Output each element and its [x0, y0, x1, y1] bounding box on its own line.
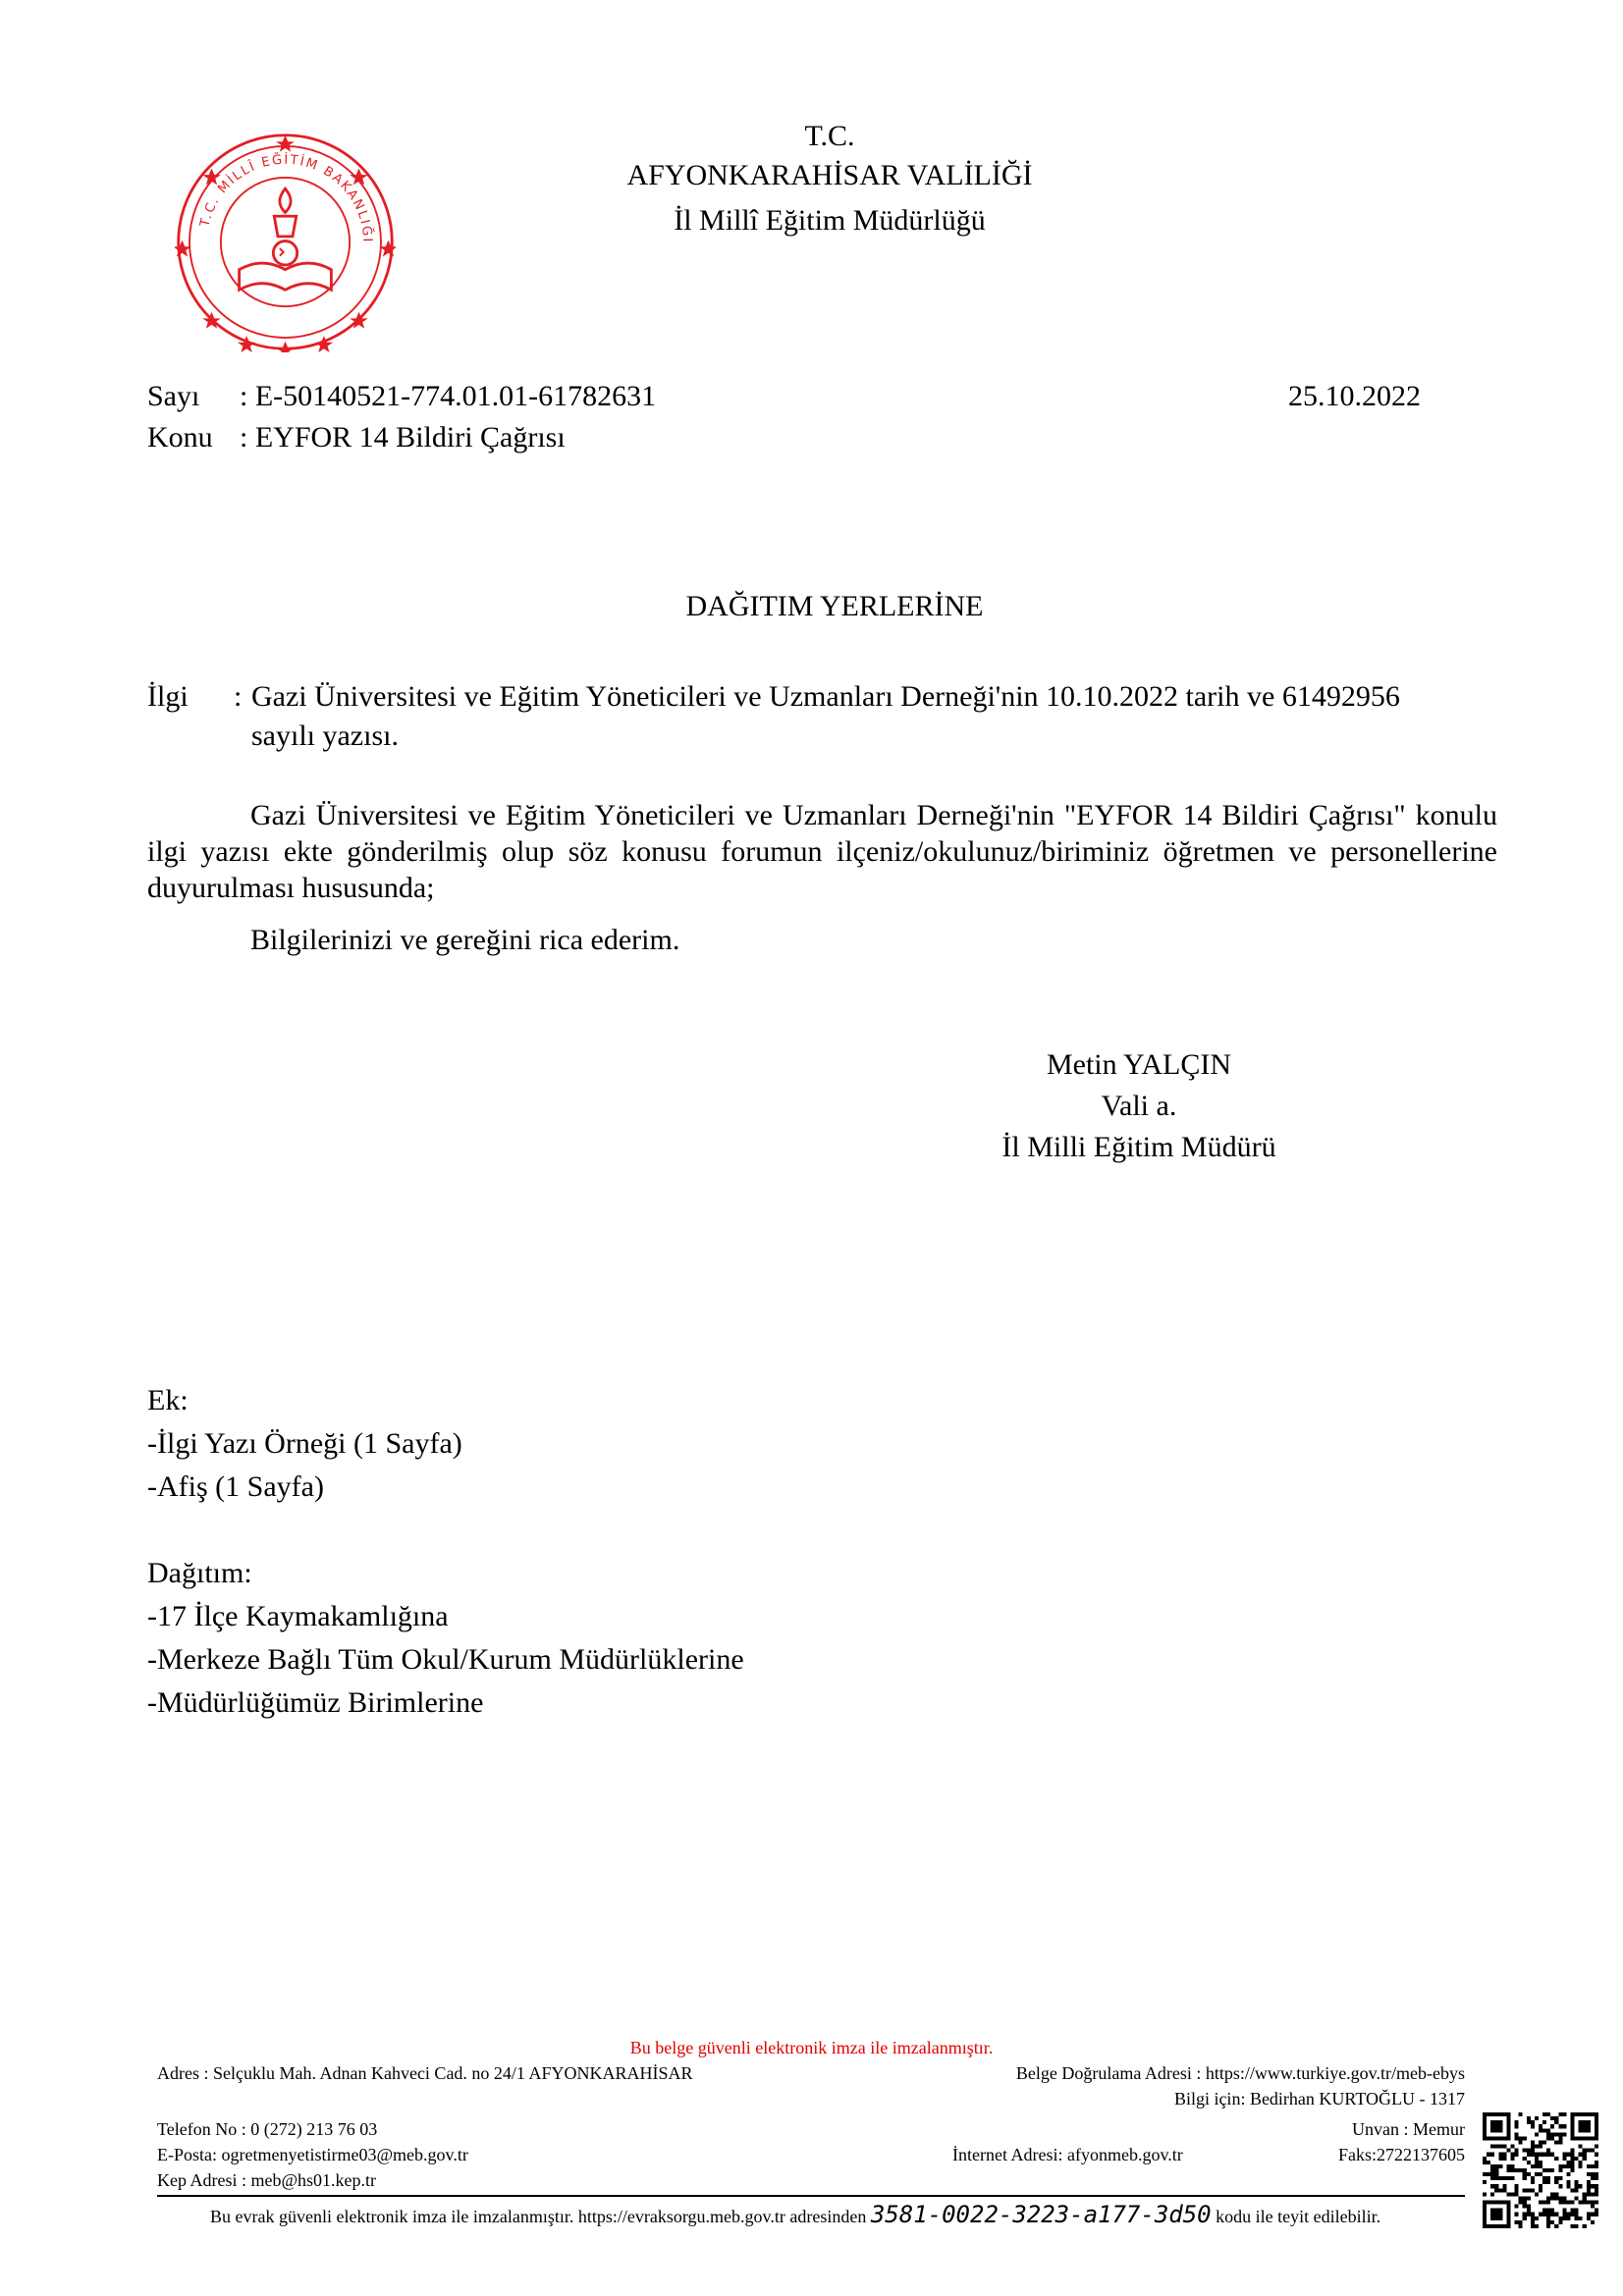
distribution-item: -Merkeze Bağlı Tüm Okul/Kurum Müdürlüklerine	[147, 1643, 744, 1676]
closing-line: Bilgilerinizi ve gereğini rica ederim.	[250, 924, 680, 956]
footer-bottom-pre: Bu evrak güvenli elektronik imza ile imzalanmıştır. https://evraksorgu.meb.gov.tr adresinden	[210, 2207, 867, 2226]
recipient-heading: DAĞITIM YERLERİNE	[685, 590, 984, 622]
footer-title: Unvan : Memur	[1352, 2119, 1465, 2139]
ilgi-line2: sayılı yazısı.	[251, 720, 399, 752]
distribution-label: Dağıtım:	[147, 1557, 252, 1589]
signatory-name: Metin YALÇIN	[1046, 1048, 1232, 1081]
header-governorship: AFYONKARAHİSAR VALİLİĞİ	[626, 159, 1033, 191]
konu-label: Konu	[147, 421, 213, 454]
distribution-item: -Müdürlüğümüz Birimlerine	[147, 1686, 484, 1719]
footer-phone: Telefon No : 0 (272) 213 76 03	[157, 2119, 378, 2139]
footer-divider	[157, 2195, 1465, 2197]
footer-bottom-line	[210, 2203, 1380, 2226]
footer-bottom-post: kodu ile teyit edilebilir.	[1216, 2207, 1381, 2226]
footer-fax: Faks:2722137605	[1337, 2145, 1465, 2164]
header-tc: T.C.	[804, 120, 855, 152]
konu-row	[147, 420, 566, 455]
sayi-value: : E-50140521-774.01.01-61782631	[240, 380, 657, 412]
attachments-label: Ek:	[147, 1384, 189, 1416]
ilgi-label: İlgi	[147, 680, 189, 713]
sayi-label: Sayı	[147, 380, 200, 412]
attachment-item: -Afiş (1 Sayfa)	[147, 1470, 324, 1503]
footer-info: Bilgi için: Bedirhan KURTOĞLU - 1317	[1173, 2089, 1465, 2109]
sayi-row	[147, 379, 656, 414]
verification-code: 3581-0022-3223-a177-3d50	[870, 2201, 1212, 2228]
signatory-title2: İl Milli Eğitim Müdürü	[1001, 1131, 1276, 1163]
signatory-title1: Vali a.	[1101, 1090, 1177, 1122]
distribution-item: -17 İlçe Kaymakamlığına	[147, 1600, 449, 1632]
footer-address: Adres : Selçuklu Mah. Adnan Kahveci Cad. no 24/1 AFYONKARAHİSAR	[157, 2063, 693, 2083]
ilgi-line1: Gazi Üniversitesi ve Eğitim Yöneticileri ve Uzmanları Derneği'nin 10.10.2022 tarih ve 61492956	[251, 680, 1400, 713]
konu-value: : EYFOR 14 Bildiri Çağrısı	[240, 421, 566, 454]
footer-email: E-Posta: ogretmenyetistirme03@meb.gov.tr	[157, 2145, 468, 2164]
header-directorate: İl Millî Eğitim Müdürlüğü	[674, 204, 986, 237]
body-paragraph: Gazi Üniversitesi ve Eğitim Yöneticileri ve Uzmanları Derneği'nin "EYFOR 14 Bildiri Çağrısı" konulu ilgi yazısı ekte gönderilmiş olup söz konusu forumun ilçeniz/okulunuz/biriminiz öğretmen ve personellerine duyurulması hususunda;	[147, 799, 1497, 904]
attachment-item: -İlgi Yazı Örneği (1 Sayfa)	[147, 1427, 462, 1460]
footer-verify: Belge Doğrulama Adresi : https://www.turkiye.gov.tr/meb-ebys	[1015, 2063, 1465, 2083]
footer-web: İnternet Adresi: afyonmeb.gov.tr	[952, 2145, 1183, 2164]
qr-code-icon	[1483, 2112, 1598, 2228]
footer-kep: Kep Adresi : meb@hs01.kep.tr	[157, 2170, 377, 2190]
svg-text:T.C. MİLLÎ EĞİTİM BAKANLIĞI: T.C. MİLLÎ EĞİTİM BAKANLIĞI	[197, 152, 375, 244]
esign-notice: Bu belge güvenli elektronik imza ile imzalanmıştır.	[629, 2038, 994, 2057]
ilgi-colon: :	[234, 680, 243, 713]
document-date: 25.10.2022	[1288, 380, 1421, 412]
